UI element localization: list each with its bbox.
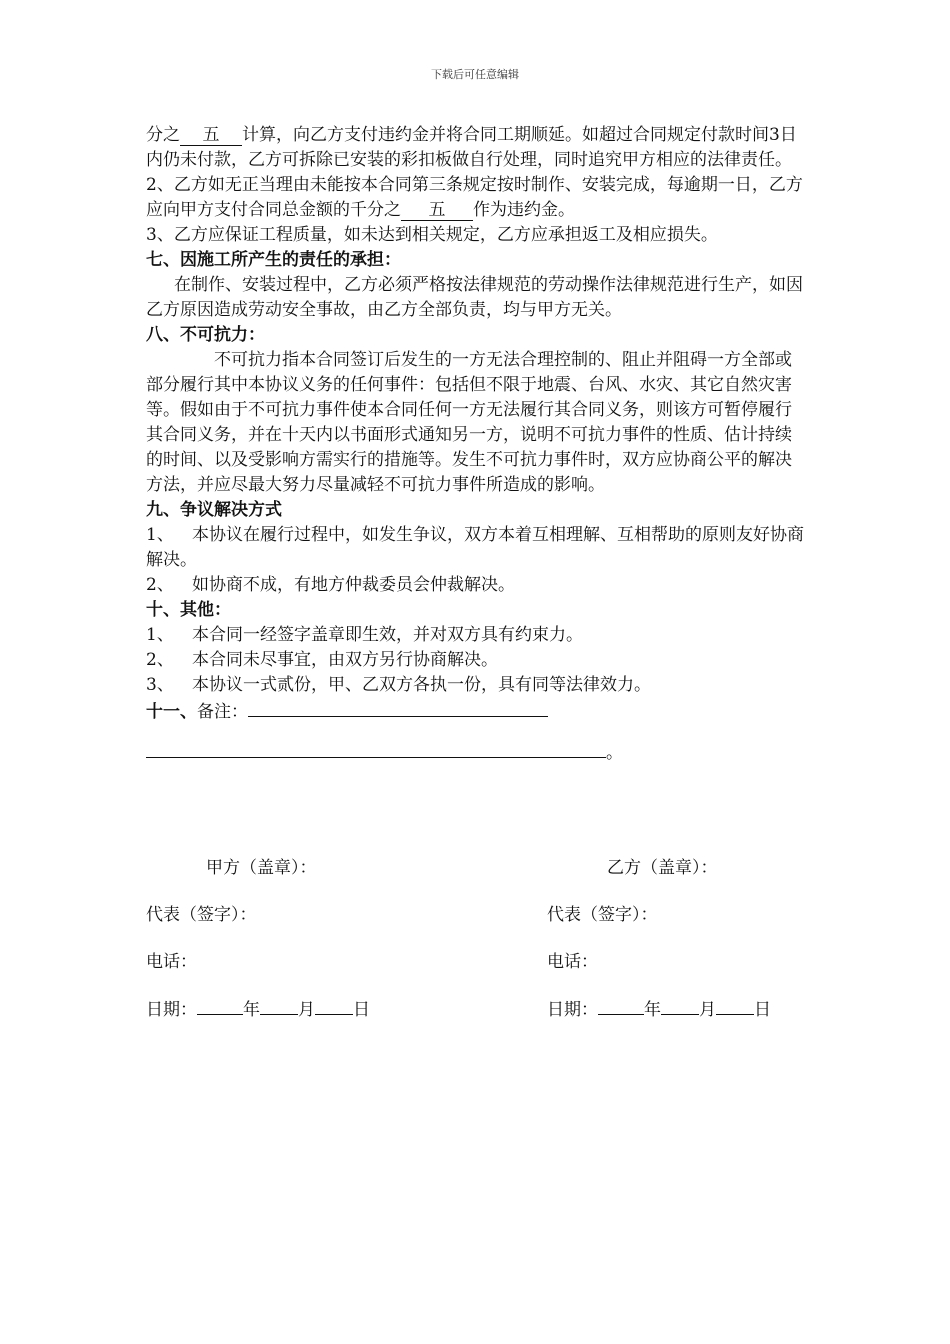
item-text: 本协议在履行过程中，如发生争议，双方本着互相理解、互相帮助的原则友好协商解决。 xyxy=(146,525,804,570)
contract-body xyxy=(146,123,806,766)
section-10-item xyxy=(146,648,806,673)
section-9-item xyxy=(146,523,806,573)
item-number: 1、 xyxy=(146,525,174,545)
item-number: 2、 xyxy=(146,575,174,595)
party-a-seal: 甲方（盖章）： xyxy=(206,858,317,878)
month-blank xyxy=(260,998,298,1015)
remark-blank-line xyxy=(146,739,606,758)
party-b-seal: 乙方（盖章）： xyxy=(607,858,718,878)
paragraph-penalty-b xyxy=(146,173,806,223)
item-text: 本合同未尽事宜，由双方另行协商解决。 xyxy=(192,650,498,670)
month-label: 月 xyxy=(699,1000,716,1020)
blank-fill: 五 xyxy=(401,200,473,221)
section-10-title: 十、其他： xyxy=(146,600,231,620)
day-label: 日 xyxy=(754,1000,771,1020)
item-text: 如协商不成，有地方仲裁委员会仲裁解决。 xyxy=(192,575,515,595)
section-9-item xyxy=(146,573,806,598)
section-7-body: 在制作、安装过程中，乙方必须严格按法律规范的劳动操作法律规范进行生产，如因乙方原因造成劳动安全事故，由乙方全部负责，均与甲方无关。 xyxy=(146,275,803,320)
text-segment: 作为违约金。 xyxy=(473,200,575,220)
text-segment: 计算，向乙方支付违约金并将合同工期顺延。如超过合同规定付款时间3日内仍未付款，乙方可拆除已安装的彩扣板做自行处理，同时追究甲方相应的法律责任。 xyxy=(146,125,797,170)
day-blank xyxy=(315,998,353,1015)
month-blank xyxy=(661,998,699,1015)
text-segment: 分之 xyxy=(146,125,180,145)
party-b-date xyxy=(547,998,771,1021)
text-segment: 2、乙方如无正当理由未能按本合同第三条规定按时制作、安装完成，每逾期一日，乙方应向甲方支付合同总金额的千分之 xyxy=(146,175,803,220)
item-number: 1、 xyxy=(146,625,174,645)
item-number: 2、 xyxy=(146,650,174,670)
remark-second-line xyxy=(146,739,806,766)
section-9-title: 九、争议解决方式 xyxy=(146,500,282,520)
remark-end: 。 xyxy=(606,743,623,763)
year-blank xyxy=(598,998,644,1015)
section-10-item xyxy=(146,673,806,698)
year-label: 年 xyxy=(243,1000,260,1020)
party-a-representative: 代表（签字）： xyxy=(146,905,257,925)
date-label: 日期： xyxy=(547,1000,598,1020)
day-label: 日 xyxy=(353,1000,370,1020)
paragraph-quality: 3、乙方应保证工程质量，如未达到相关规定，乙方应承担返工及相应损失。 xyxy=(146,225,718,245)
item-text: 本协议一式贰份，甲、乙双方各执一份，具有同等法律效力。 xyxy=(192,675,651,695)
blank-fill: 五 xyxy=(180,125,242,146)
item-text: 本合同一经签字盖章即生效，并对双方具有约束力。 xyxy=(192,625,583,645)
party-a-date xyxy=(146,998,370,1021)
section-8-body: 不可抗力指本合同签订后发生的一方无法合理控制的、阻止并阻碍一方全部或部分履行其中本协议义务的任何事件：包括但不限于地震、台风、水灾、其它自然灾害等。假如由于不可抗力事件使本合同任何一方无法履行其合同义务，则该方可暂停履行其合同义务，并在十天内以书面形式通知另一方，说明不可抗力事件的性质、估计持续的时间、以及受影响方需实行的措施等。发生不可抗力事件时，双方应协商公平的解决方法，并应尽最大努力尽量减轻不可抗力事件所造成的影响。 xyxy=(146,350,792,495)
section-10-item xyxy=(146,623,806,648)
party-b-phone: 电话： xyxy=(547,952,598,972)
section-11-title: 十一、 xyxy=(146,702,197,722)
item-number: 3、 xyxy=(146,675,174,695)
year-blank xyxy=(197,998,243,1015)
remark-label: 备注： xyxy=(197,702,248,722)
date-label: 日期： xyxy=(146,1000,197,1020)
month-label: 月 xyxy=(298,1000,315,1020)
section-7-title: 七、因施工所产生的责任的承担： xyxy=(146,250,401,270)
page-header: 下载后可任意编辑 xyxy=(431,68,519,81)
section-8-title: 八、不可抗力： xyxy=(146,325,265,345)
section-11-remark xyxy=(146,698,806,725)
year-label: 年 xyxy=(644,1000,661,1020)
party-b-representative: 代表（签字）： xyxy=(547,905,658,925)
day-blank xyxy=(716,998,754,1015)
party-a-phone: 电话： xyxy=(146,952,197,972)
paragraph-penalty-a xyxy=(146,123,806,173)
remark-blank-line xyxy=(248,698,548,717)
